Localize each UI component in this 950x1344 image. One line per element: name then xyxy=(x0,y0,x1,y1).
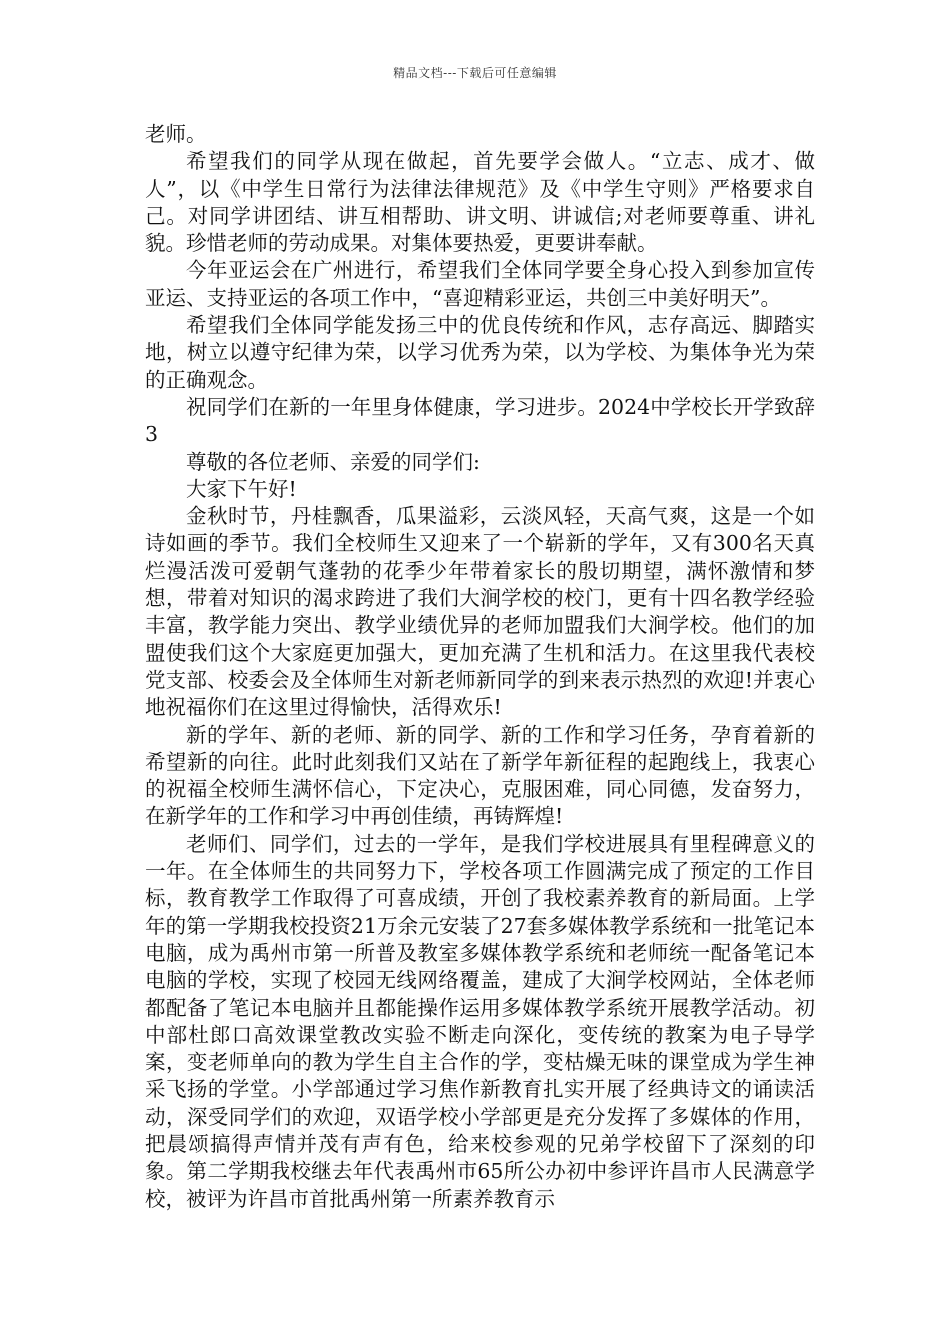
paragraph: 新的学年、新的老师、新的同学、新的工作和学习任务，孕育着新的希望新的向往。此时此刻我们又站在了新学年新征程的起跑线上，我衷心的祝福全校师生满怀信心，下定决心，克服困难，同心同德，发奋努力，在新学年的工作和学习中再创佳绩，再铸辉煌! xyxy=(145,722,815,829)
paragraph: 今年亚运会在广州进行，希望我们全体同学要全身心投入到参加宣传亚运、支持亚运的各项工作中，“喜迎精彩亚运，共创三中美好明天”。 xyxy=(145,258,815,310)
page-header: 精品文档---下载后可任意编辑 xyxy=(393,66,557,80)
paragraph: 老师们、同学们，过去的一学年，是我们学校进展具有里程碑意义的一年。在全体师生的共同努力下，学校各项工作圆满完成了预定的工作目标，教育教学工作取得了可喜成绩，开创了我校素养教育的新局面。上学年的第一学期我校投资21万余元安装了27套多媒体教学系统和一批笔记本电脑，成为禹州市第一所普及教室多媒体教学系统和老师统一配备笔记本电脑的学校，实现了校园无线网络覆盖，建成了大涧学校网站，全体老师都配备了笔记本电脑并且都能操作运用多媒体教学系统开展教学活动。初中部杜郎口高效课堂教改实验不断走向深化，变传统的教案为电子导学案，变老师单向的教为学生自主合作的学，变枯燥无味的课堂成为学生神采飞扬的学堂。小学部通过学习焦作新教育扎实开展了经典诗文的诵读活动，深受同学们的欢迎，双语学校小学部更是充分发挥了多媒体的作用，把晨颂搞得声情并茂有声有色，给来校参观的兄弟学校留下了深刻的印象。第二学期我校继去年代表禹州市65所公办初中参评许昌市人民满意学校，被评为许昌市首批禹州第一所素养教育示 xyxy=(145,831,815,1211)
paragraph: 希望我们的同学从现在做起，首先要学会做人。“立志、成才、做人”，以《中学生日常行为法律法律规范》及《中学生守则》严格要求自己。对同学讲团结、讲互相帮助、讲文明、讲诚信;对老师要尊重、讲礼貌。珍惜老师的劳动成果。对集体要热爱，更要讲奉献。 xyxy=(145,149,815,256)
paragraph: 希望我们全体同学能发扬三中的优良传统和作风，志存高远、脚踏实地，树立以遵守纪律为荣，以学习优秀为荣，以为学校、为集体争光为荣的正确观念。 xyxy=(145,313,815,392)
paragraph: 老师。 xyxy=(145,122,207,146)
document-body xyxy=(145,121,815,1213)
paragraph: 祝同学们在新的一年里身体健康，学习进步。2024中学校长开学致辞3 xyxy=(145,394,815,447)
greeting: 大家下午好! xyxy=(186,476,297,501)
paragraph: 金秋时节，丹桂飘香，瓜果溢彩，云淡风轻，天高气爽，这是一个如诗如画的季节。我们全校师生又迎来了一个崭新的学年，又有300名天真烂漫活泼可爱朝气蓬勃的花季少年带着家长的殷切期望，满怀激情和梦想，带着对知识的渴求跨进了我们大涧学校的校门，更有十四名教学经验丰富，教学能力突出、教学业绩优异的老师加盟我们大涧学校。他们的加盟使我们这个大家庭更加强大，更加充满了生机和活力。在这里我代表校党支部、校委会及全体师生对新老师新同学的到来表示热烈的欢迎!并衷心地祝福你们在这里过得愉快，活得欢乐! xyxy=(145,504,815,720)
salutation: 尊敬的各位老师、亲爱的同学们: xyxy=(186,449,480,474)
